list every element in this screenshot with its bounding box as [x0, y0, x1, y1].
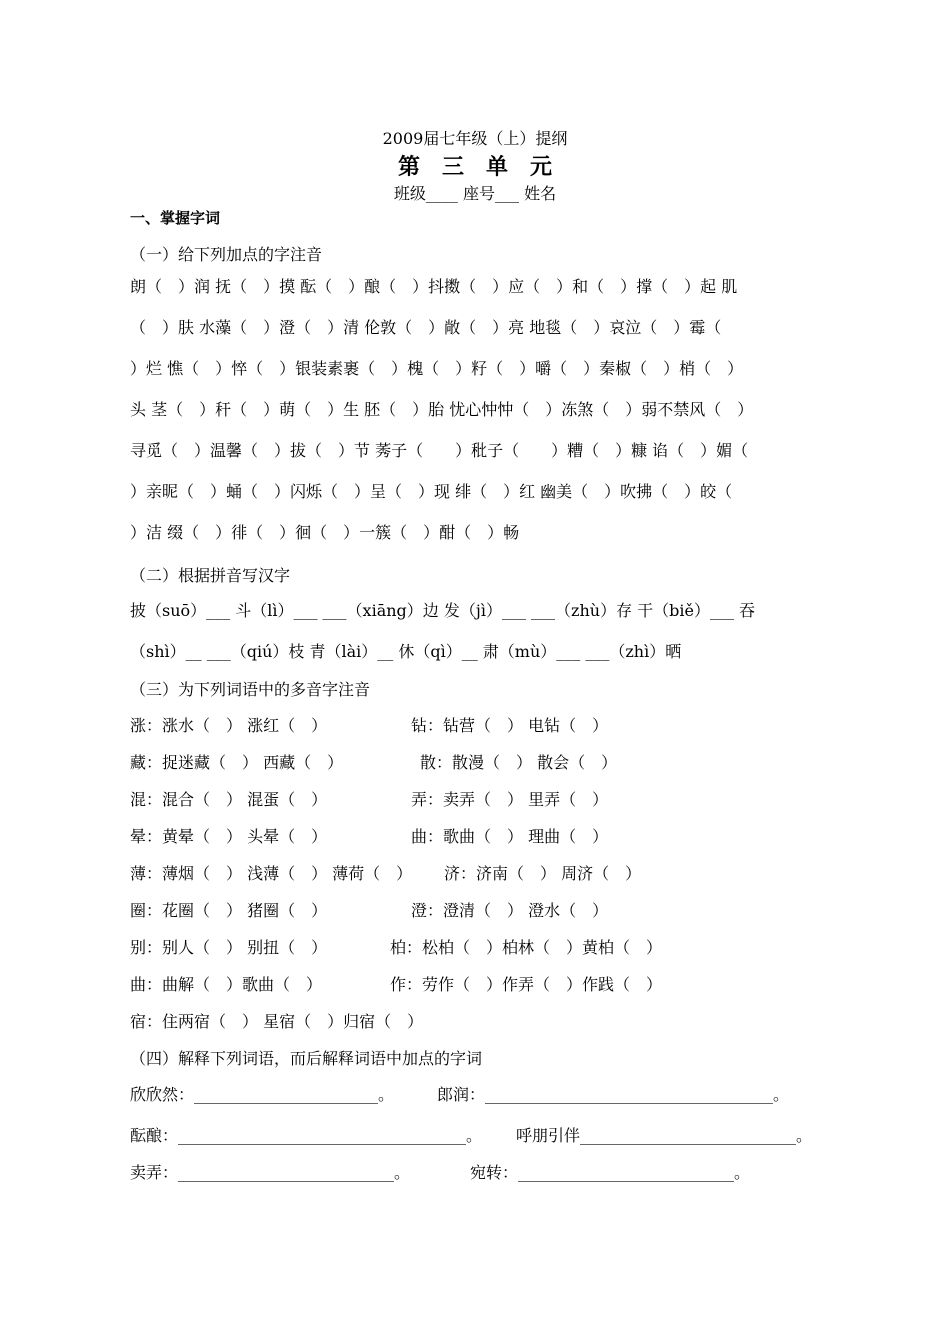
part1-line: （ ）肤 水藻（ ）澄（ ）清 伦敦（ ）敞（ ）亮 地毯（ ）哀泣（ ）霉（: [130, 318, 722, 337]
part1-label: （一）给下列加点的字注音: [130, 245, 323, 264]
part2-line: （shì）__ ___（qiú）枝 青（lài）__ 休（qì）__ 肃（mù）___ ___（zhì）晒: [130, 642, 682, 661]
polyphone-right: 散：散漫（ ） 散会（ ）: [420, 753, 618, 772]
polyphone-right: 钻：钻营（ ） 电钻（ ）: [411, 716, 609, 735]
part1-line: 朗（ ）润 抚（ ）摸 酝（ ）酿（ ）抖擞（ ）应（ ）和（ ）撑（ ）起 肌: [130, 277, 738, 296]
definition-left: 卖弄：___________________________。: [130, 1163, 411, 1182]
document-title: 2009届七年级（上）提纲: [382, 129, 568, 148]
part2-line: 披（suō）___ 斗（lì）___ ___（xiāng）边 发（jì）___ ___（zhù）存 干（biě）___ 吞: [130, 601, 756, 620]
part1-line: ）亲昵（ ）蛹（ ）闪烁（ ）呈（ ）现 绯（ ）红 幽美（ ）吹拂（ ）皎（: [130, 482, 733, 501]
polyphone-right: 济：济南（ ） 周济（ ）: [444, 864, 642, 883]
polyphone-right: 柏：松柏（ ）柏林（ ）黄柏（ ）: [390, 938, 663, 957]
polyphone-right: 曲：歌曲（ ） 理曲（ ）: [411, 827, 609, 846]
part1-line: ）洁 缀（ ）徘（ ）徊（ ）一簇（ ）酣（ ）畅: [130, 523, 520, 542]
part1-line: 寻觅（ ）温馨（ ）拔（ ）节 莠子（ ）秕子（ ）糟（ ）糠 谄（ ）媚（: [130, 441, 749, 460]
definition-right: 宛转：___________________________。: [470, 1163, 751, 1182]
polyphone-left: 涨：涨水（ ） 涨红（ ）: [130, 716, 328, 735]
part2-label: （二）根据拼音写汉字: [130, 566, 291, 585]
polyphone-left: 混：混合（ ） 混蛋（ ）: [130, 790, 328, 809]
polyphone-right: 弄：卖弄（ ） 里弄（ ）: [411, 790, 609, 809]
definition-left: 酝酿：____________________________________。: [130, 1126, 483, 1145]
polyphone-left: 曲：曲解（ ）歌曲（ ）: [130, 975, 323, 994]
part4-label: （四）解释下列词语，而后解释词语中加点的字词: [130, 1049, 483, 1068]
polyphone-right: 作：劳作（ ）作弄（ ）作践（ ）: [390, 975, 663, 994]
definition-right: 郎润：____________________________________。: [437, 1085, 790, 1104]
polyphone-left: 圈：花圈（ ） 猪圈（ ）: [130, 901, 328, 920]
part1-line: 头 茎（ ）秆（ ）萌（ ）生 胚（ ）胎 忧心忡忡（ ）冻煞（ ）弱不禁风（ ）: [130, 400, 754, 419]
student-info-line: 班级____ 座号___ 姓名: [393, 184, 557, 203]
polyphone-left: 薄：薄烟（ ） 浅薄（ ） 薄荷（ ）: [130, 864, 413, 883]
section-heading: 一、掌握字词: [130, 209, 221, 227]
polyphone-left: 晕：黄晕（ ） 头晕（ ）: [130, 827, 328, 846]
definition-left: 欣欣然：_______________________。: [130, 1085, 395, 1104]
polyphone-right: 澄：澄清（ ） 澄水（ ）: [411, 901, 609, 920]
unit-title: 第三单元: [397, 154, 574, 180]
definition-right: 呼朋引伴___________________________。: [516, 1126, 813, 1145]
part1-line: ）烂 憔（ ）悴（ ）银装素裹（ ）槐（ ）籽（ ）嚼（ ）秦椒（ ）梢（ ）: [130, 359, 744, 378]
polyphone-left: 别：别人（ ） 别扭（ ）: [130, 938, 328, 957]
part3-label: （三）为下列词语中的多音字注音: [130, 680, 371, 699]
polyphone-left: 宿：住两宿（ ） 星宿（ ）归宿（ ）: [130, 1012, 424, 1031]
polyphone-left: 藏：捉迷藏（ ） 西藏（ ）: [130, 753, 344, 772]
